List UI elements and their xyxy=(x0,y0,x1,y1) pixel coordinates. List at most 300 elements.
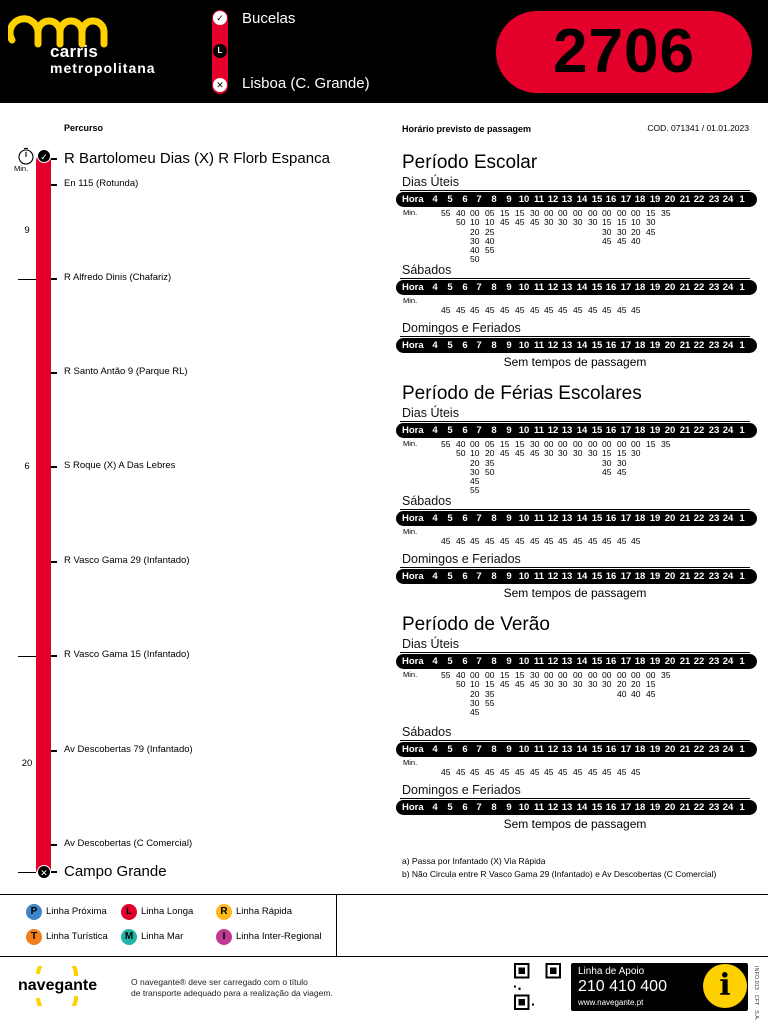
departure-minute: 45 xyxy=(588,536,598,546)
departure-minute: 10 xyxy=(470,448,480,459)
departure-minute: 40 xyxy=(456,208,466,218)
hour-cell: 22 xyxy=(693,513,705,524)
hour-cell: 5 xyxy=(447,340,453,351)
info-icon: i xyxy=(703,964,747,1008)
navegante-note-line: O navegante® deve ser carregado com o título xyxy=(131,977,308,987)
departure-minute: 50 xyxy=(456,679,466,690)
hour-cell: 19 xyxy=(649,194,661,205)
day-type-title: Sábados xyxy=(402,725,452,739)
hour-cell: 20 xyxy=(664,802,676,813)
departure-minute: 30 xyxy=(588,448,598,459)
hour-cell: 10 xyxy=(518,571,530,582)
departure-minute: 35 xyxy=(661,208,671,218)
route-stop-label: R Vasco Gama 15 (Infantado) xyxy=(64,649,190,660)
departure-minute: 40 xyxy=(470,245,480,256)
minutes-column xyxy=(530,671,539,690)
hour-label: Hora xyxy=(402,194,424,205)
minutes-column xyxy=(456,671,465,690)
minutes-column xyxy=(441,537,450,546)
hour-cell: 14 xyxy=(576,425,588,436)
minutes-column xyxy=(515,537,524,546)
minutes-column xyxy=(530,306,539,315)
hour-header-bar xyxy=(396,511,757,526)
hour-cell: 6 xyxy=(462,340,468,351)
hour-cell: 18 xyxy=(634,340,646,351)
hour-cell: 7 xyxy=(476,802,482,813)
departure-minute: 30 xyxy=(558,679,568,690)
minutes-column xyxy=(500,768,509,777)
departure-minute: 00 xyxy=(544,208,554,218)
hour-label: Hora xyxy=(402,282,424,293)
departure-minute: 30 xyxy=(602,457,612,468)
hour-cell: 13 xyxy=(561,571,573,582)
hour-cell: 19 xyxy=(649,571,661,582)
hour-label: Hora xyxy=(402,571,424,582)
departure-minute: 15 xyxy=(500,208,510,218)
hour-cell: 6 xyxy=(462,194,468,205)
minutes-column xyxy=(573,440,582,459)
departure-minute: 10 xyxy=(631,217,641,228)
legend-label: Linha Inter-Regional xyxy=(236,931,322,942)
departure-minute: 15 xyxy=(646,679,656,690)
hour-cell: 11 xyxy=(533,282,545,293)
departure-minute: 00 xyxy=(544,439,554,449)
departure-minute: 40 xyxy=(631,235,641,246)
hour-cell: 18 xyxy=(634,282,646,293)
hour-header-bar xyxy=(396,338,757,353)
hour-label: Hora xyxy=(402,513,424,524)
departure-minute: 45 xyxy=(602,305,612,315)
departure-minute: 55 xyxy=(470,485,480,496)
hour-cell: 5 xyxy=(447,802,453,813)
route-stop-tick xyxy=(51,844,57,846)
minutes-column xyxy=(646,209,655,237)
minutes-column xyxy=(544,440,553,459)
departure-minute: 50 xyxy=(456,217,466,228)
route-stop-label: En 115 (Rotunda) xyxy=(64,178,139,189)
hour-cell: 13 xyxy=(561,425,573,436)
navegante-logo xyxy=(18,966,110,1006)
departure-minute: 00 xyxy=(617,439,627,449)
minutes-column xyxy=(544,209,553,228)
hour-cell: 17 xyxy=(620,194,632,205)
departure-minute: 00 xyxy=(631,208,641,218)
hour-cell: 7 xyxy=(476,513,482,524)
departure-minute: 45 xyxy=(530,536,540,546)
day-type-title: Domingos e Feriados xyxy=(402,783,521,797)
minutes-column xyxy=(558,440,567,459)
hour-label: Hora xyxy=(402,656,424,667)
hour-header-bar xyxy=(396,423,757,438)
departure-minute: 05 xyxy=(485,439,495,449)
departure-minute: 45 xyxy=(515,679,525,690)
hour-cell: 9 xyxy=(506,194,512,205)
hour-cell: 21 xyxy=(679,656,691,667)
hour-cell: 7 xyxy=(476,656,482,667)
minutes-column xyxy=(544,537,553,546)
minutes-column xyxy=(470,440,479,496)
minutes-column xyxy=(631,209,640,246)
route-stop-tick xyxy=(51,278,57,280)
minutes-column xyxy=(456,209,465,228)
minutes-column xyxy=(485,306,494,315)
minutes-column xyxy=(573,306,582,315)
minutes-column xyxy=(602,209,611,246)
segment-divider xyxy=(18,279,36,280)
hour-cell: 9 xyxy=(506,571,512,582)
hour-cell: 11 xyxy=(533,513,545,524)
departure-minute: 35 xyxy=(485,688,495,699)
minutes-column xyxy=(558,671,567,690)
departure-minute: 55 xyxy=(485,245,495,256)
departure-minute: 45 xyxy=(515,536,525,546)
departure-minute: 45 xyxy=(544,536,554,546)
departure-minute: 15 xyxy=(515,208,525,218)
departure-minute: 30 xyxy=(470,466,480,477)
minutes-column xyxy=(617,537,626,546)
minutes-column xyxy=(500,537,509,546)
hour-cell: 4 xyxy=(432,340,438,351)
departure-minute: 45 xyxy=(646,688,656,699)
minutes-caption: Min. xyxy=(403,439,418,448)
departure-minute: 45 xyxy=(456,536,466,546)
minutes-column xyxy=(573,537,582,546)
segment-divider xyxy=(18,872,36,873)
hour-cell: 21 xyxy=(679,802,691,813)
hour-cell: 20 xyxy=(664,744,676,755)
hour-cell: 1 xyxy=(739,513,745,524)
route-stop-label: R Alfredo Dinis (Chafariz) xyxy=(64,272,172,283)
departure-minute: 10 xyxy=(485,217,495,228)
line-number: 2706 xyxy=(553,17,695,86)
minutes-column xyxy=(544,671,553,690)
minutes-column xyxy=(602,671,611,690)
hour-cell: 11 xyxy=(533,802,545,813)
header xyxy=(0,0,768,103)
departure-minute: 40 xyxy=(617,688,627,699)
hour-cell: 4 xyxy=(432,656,438,667)
hour-cell: 11 xyxy=(533,744,545,755)
hour-cell: 10 xyxy=(518,744,530,755)
departure-minute: 30 xyxy=(558,448,568,459)
destination-close-icon: ✕ xyxy=(213,78,227,92)
minutes-column xyxy=(544,768,553,777)
legend-label: Linha Rápida xyxy=(236,906,292,917)
hour-cell: 20 xyxy=(664,513,676,524)
hour-cell: 20 xyxy=(664,425,676,436)
departure-minute: 30 xyxy=(530,208,540,218)
hour-cell: 12 xyxy=(547,656,559,667)
departure-minute: 00 xyxy=(631,670,641,680)
hour-cell: 8 xyxy=(491,571,497,582)
departure-minute: 30 xyxy=(470,697,480,708)
departure-minute: 40 xyxy=(631,688,641,699)
hour-cell: 20 xyxy=(664,340,676,351)
hour-cell: 4 xyxy=(432,744,438,755)
hour-cell: 1 xyxy=(739,425,745,436)
hour-cell: 19 xyxy=(649,656,661,667)
hour-cell: 19 xyxy=(649,802,661,813)
departure-minute: 50 xyxy=(456,448,466,459)
minutes-caption: Min. xyxy=(14,164,29,173)
minutes-column xyxy=(544,306,553,315)
brand-subtitle: metropolitana xyxy=(50,60,156,76)
minutes-column xyxy=(485,440,494,477)
departure-minute: 45 xyxy=(602,235,612,246)
minutes-caption: Min. xyxy=(403,296,418,305)
hour-cell: 9 xyxy=(506,425,512,436)
minutes-column xyxy=(485,768,494,777)
departure-minute: 20 xyxy=(470,457,480,468)
day-type-title: Dias Úteis xyxy=(402,175,459,189)
hour-cell: 16 xyxy=(605,744,617,755)
hour-cell: 22 xyxy=(693,282,705,293)
departure-minute: 45 xyxy=(544,305,554,315)
departure-minute: 30 xyxy=(602,226,612,237)
hour-cell: 15 xyxy=(591,513,603,524)
legend-label: Linha Turística xyxy=(46,931,108,942)
hour-cell: 4 xyxy=(432,513,438,524)
hour-cell: 21 xyxy=(679,744,691,755)
period-title: Período de Férias Escolares xyxy=(402,383,642,404)
line-type-dot-icon: R xyxy=(216,904,232,920)
help-url: www.navegante.pt xyxy=(578,998,644,1007)
help-phone: 210 410 400 xyxy=(578,978,667,995)
departure-minute: 45 xyxy=(530,448,540,459)
minutes-column xyxy=(485,209,494,255)
departure-minute: 00 xyxy=(573,208,583,218)
last-stop-close-icon: ✕ xyxy=(37,865,51,879)
minutes-column xyxy=(661,671,670,680)
hour-cell: 12 xyxy=(547,744,559,755)
hour-cell: 6 xyxy=(462,744,468,755)
segment-divider xyxy=(18,656,36,657)
departure-minute: 45 xyxy=(617,466,627,477)
hour-cell: 24 xyxy=(722,802,734,813)
hour-cell: 21 xyxy=(679,194,691,205)
hour-cell: 19 xyxy=(649,513,661,524)
hour-cell: 24 xyxy=(722,513,734,524)
departure-minute: 45 xyxy=(515,448,525,459)
hour-cell: 20 xyxy=(664,571,676,582)
minutes-column xyxy=(602,537,611,546)
departure-minute: 15 xyxy=(500,670,510,680)
hour-cell: 9 xyxy=(506,340,512,351)
divider xyxy=(400,567,750,568)
divider xyxy=(400,740,750,741)
hour-cell: 14 xyxy=(576,744,588,755)
hour-cell: 23 xyxy=(708,571,720,582)
departure-minute: 00 xyxy=(602,670,612,680)
departure-minute: 30 xyxy=(470,235,480,246)
hour-cell: 8 xyxy=(491,425,497,436)
minutes-column xyxy=(485,671,494,708)
hour-cell: 10 xyxy=(518,802,530,813)
divider xyxy=(0,894,768,895)
departure-minute: 45 xyxy=(515,305,525,315)
hour-cell: 18 xyxy=(634,571,646,582)
departure-minute: 30 xyxy=(588,217,598,228)
no-departures-text: Sem tempos de passagem xyxy=(503,355,647,369)
hour-cell: 13 xyxy=(561,282,573,293)
departure-minute: 00 xyxy=(588,439,598,449)
hour-cell: 14 xyxy=(576,513,588,524)
minutes-caption: Min. xyxy=(403,527,418,536)
minutes-column xyxy=(558,209,567,228)
departure-minute: 00 xyxy=(602,439,612,449)
hour-cell: 19 xyxy=(649,340,661,351)
departure-minute: 00 xyxy=(588,670,598,680)
hour-cell: 17 xyxy=(620,802,632,813)
departure-minute: 15 xyxy=(646,208,656,218)
departure-minute: 55 xyxy=(441,670,451,680)
hour-cell: 16 xyxy=(605,194,617,205)
departure-minute: 45 xyxy=(602,466,612,477)
hour-cell: 17 xyxy=(620,513,632,524)
destination-stop: Lisboa (C. Grande) xyxy=(242,75,370,92)
hour-cell: 7 xyxy=(476,340,482,351)
hour-cell: 23 xyxy=(708,282,720,293)
hour-cell: 9 xyxy=(506,513,512,524)
hour-header-bar xyxy=(396,742,757,757)
route-line-bar xyxy=(36,154,51,876)
hour-cell: 1 xyxy=(739,802,745,813)
minutes-column xyxy=(602,306,611,315)
line-type-dot-icon: P xyxy=(26,904,42,920)
hour-cell: 5 xyxy=(447,425,453,436)
day-type-title: Domingos e Feriados xyxy=(402,552,521,566)
hour-cell: 15 xyxy=(591,194,603,205)
carris-logo xyxy=(8,10,198,76)
hour-cell: 6 xyxy=(462,513,468,524)
departure-minute: 15 xyxy=(602,448,612,459)
line-type-badge: L xyxy=(213,44,227,58)
hour-cell: 1 xyxy=(739,282,745,293)
minutes-column xyxy=(441,306,450,315)
hour-cell: 13 xyxy=(561,194,573,205)
departure-minute: 30 xyxy=(573,217,583,228)
hour-cell: 8 xyxy=(491,282,497,293)
departure-minute: 45 xyxy=(470,536,480,546)
minutes-column xyxy=(661,209,670,218)
departure-minute: 45 xyxy=(530,679,540,690)
hour-cell: 5 xyxy=(447,656,453,667)
hour-cell: 11 xyxy=(533,425,545,436)
hour-cell: 11 xyxy=(533,571,545,582)
legend-label: Linha Mar xyxy=(141,931,184,942)
hour-cell: 7 xyxy=(476,425,482,436)
minutes-column xyxy=(515,209,524,228)
day-type-title: Sábados xyxy=(402,494,452,508)
hour-cell: 7 xyxy=(476,194,482,205)
hour-cell: 12 xyxy=(547,425,559,436)
departure-minute: 30 xyxy=(558,217,568,228)
minutes-column xyxy=(470,537,479,546)
minutes-column xyxy=(631,768,640,777)
hour-cell: 16 xyxy=(605,425,617,436)
departure-minute: 40 xyxy=(456,439,466,449)
day-type-title: Sábados xyxy=(402,263,452,277)
departure-minute: 45 xyxy=(515,217,525,228)
line-type-dot-icon: T xyxy=(26,929,42,945)
departure-minute: 15 xyxy=(602,217,612,228)
hour-cell: 17 xyxy=(620,744,632,755)
hour-cell: 18 xyxy=(634,513,646,524)
hour-cell: 23 xyxy=(708,744,720,755)
departure-minute: 50 xyxy=(470,254,480,265)
minutes-column xyxy=(485,537,494,546)
minutes-column xyxy=(500,306,509,315)
hour-cell: 12 xyxy=(547,340,559,351)
minutes-column xyxy=(631,440,640,459)
hour-cell: 22 xyxy=(693,571,705,582)
hour-cell: 24 xyxy=(722,656,734,667)
hour-cell: 14 xyxy=(576,802,588,813)
departure-minute: 45 xyxy=(515,767,525,777)
hour-label: Hora xyxy=(402,425,424,436)
departure-minute: 55 xyxy=(441,439,451,449)
hour-cell: 4 xyxy=(432,802,438,813)
hour-cell: 13 xyxy=(561,513,573,524)
departure-minute: 20 xyxy=(470,688,480,699)
line-type-dot-icon: M xyxy=(121,929,137,945)
minutes-column xyxy=(470,768,479,777)
hour-cell: 22 xyxy=(693,340,705,351)
departure-minute: 10 xyxy=(470,217,480,228)
segment-minutes: 20 xyxy=(21,758,33,769)
departure-minute: 20 xyxy=(631,226,641,237)
minutes-column xyxy=(617,768,626,777)
departure-minute: 45 xyxy=(530,767,540,777)
departure-minute: 45 xyxy=(456,767,466,777)
minutes-column xyxy=(515,440,524,459)
departure-minute: 45 xyxy=(441,305,451,315)
hour-cell: 9 xyxy=(506,744,512,755)
route-stop-tick xyxy=(51,466,57,468)
hour-cell: 16 xyxy=(605,571,617,582)
departure-minute: 45 xyxy=(573,536,583,546)
departure-minute: 50 xyxy=(485,466,495,477)
hour-cell: 8 xyxy=(491,744,497,755)
minutes-column xyxy=(500,671,509,690)
departure-minute: 35 xyxy=(485,457,495,468)
departure-minute: 00 xyxy=(617,670,627,680)
departure-minute: 00 xyxy=(631,439,641,449)
minutes-column xyxy=(631,537,640,546)
departure-minute: 45 xyxy=(617,536,627,546)
minutes-column xyxy=(573,671,582,690)
departure-minute: 45 xyxy=(470,707,480,718)
divider xyxy=(400,190,750,191)
hour-cell: 19 xyxy=(649,425,661,436)
route-stop-tick xyxy=(51,871,57,873)
qr-code-icon xyxy=(514,963,561,1010)
hour-cell: 17 xyxy=(620,425,632,436)
departure-minute: 45 xyxy=(631,536,641,546)
departure-minute: 45 xyxy=(631,767,641,777)
hour-cell: 23 xyxy=(708,340,720,351)
minutes-column xyxy=(646,440,655,449)
hour-cell: 16 xyxy=(605,513,617,524)
hour-cell: 9 xyxy=(506,656,512,667)
route-stop-tick xyxy=(51,158,57,160)
hour-cell: 7 xyxy=(476,744,482,755)
departure-minute: 20 xyxy=(631,679,641,690)
route-stop-label: Av Descobertas (C Comercial) xyxy=(64,838,193,849)
minutes-column xyxy=(441,440,450,449)
hour-cell: 11 xyxy=(533,656,545,667)
period-title: Período Escolar xyxy=(402,152,538,173)
